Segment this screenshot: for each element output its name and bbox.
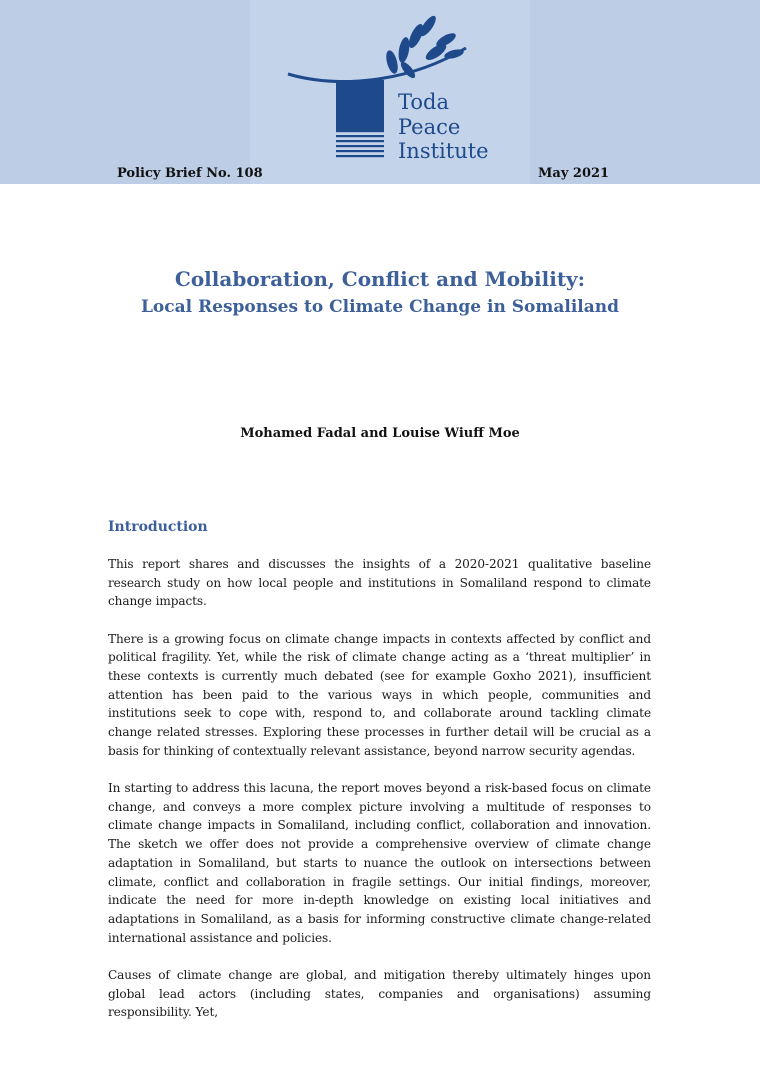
policy-brief-number: Policy Brief No. 108	[117, 166, 263, 181]
publication-date: May 2021	[538, 166, 610, 181]
logo-text-line: Toda	[398, 90, 449, 114]
document-title: Collaboration, Conflict and Mobility:	[174, 267, 586, 291]
logo-text-line: Institute	[398, 139, 489, 163]
section-heading: Introduction	[108, 519, 208, 535]
paragraph: Causes of climate change are global, and mitigation thereby ultimately hinges upon global lead actors (including states, companies and organisations) assuming responsibility. Yet,	[108, 967, 651, 1020]
paragraph: In starting to address this lacuna, the report moves beyond a risk-based focus on climate change, and conveys a more complex picture involving a multitude of responses to climate change impacts in Somaliland, including conflict, collaboration and innovation. The sketch we offer does not provide a comprehensive overview of climate change adaptation in Somaliland, but starts to nuance the outlook on intersections between climate, conflict and collaboration in fragile settings. Our initial findings, moreover, indicate the need for more in-depth knowledge on existing local initiatives and adaptations in Somaliland, as a basis for informing constructive climate change-related international assistance and policies.	[108, 781, 651, 945]
body-text	[108, 555, 651, 1040]
authors: Mohamed Fadal and Louise Wiuff Moe	[240, 426, 520, 441]
logo-wordmark	[398, 90, 489, 164]
paragraph: There is a growing focus on climate change impacts in contexts affected by conflict and political fragility. Yet, while the risk of climate change acting as a ‘threat multiplier’ in these contexts is currently much debated (see for example Goxho 2021), insufficient attention has been paid to the various ways in which people, communities and institutions seek to cope with, respond to, and collaborate around tackling climate change related stresses. Exploring these processes in further detail will be crucial as a basis for thinking of contextually relevant assistance, beyond narrow security agendas.	[108, 631, 651, 758]
logo-text-line: Peace	[398, 114, 461, 139]
paragraph: This report shares and discusses the insights of a 2020-2021 qualitative baseline research study on how local people and institutions in Somaliland respond to climate change impacts.	[108, 557, 651, 609]
document-subtitle: Local Responses to Climate Change in Somaliland	[140, 297, 620, 317]
